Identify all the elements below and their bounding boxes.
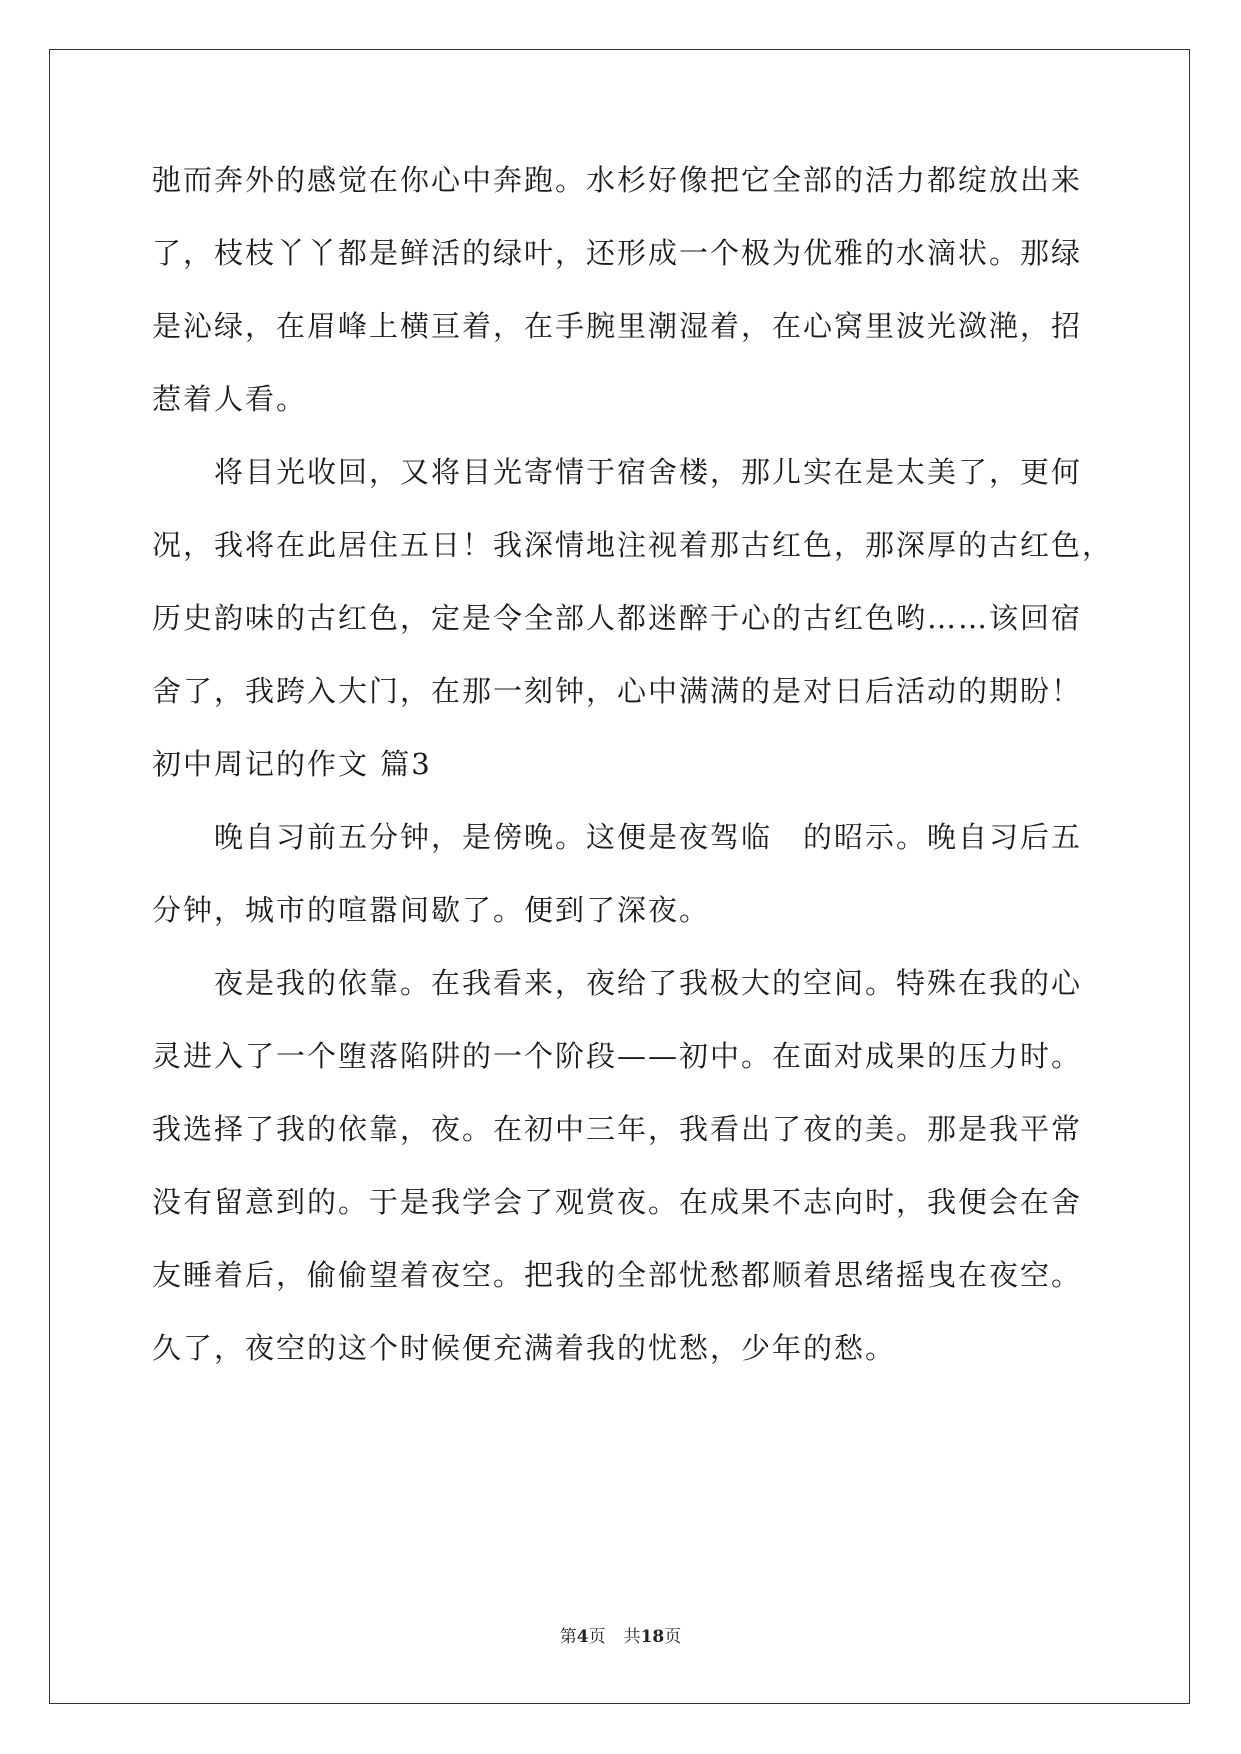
text-line: 历史韵味的古红色，定是令全部人都迷醉于心的古红色哟……该回宿 (152, 601, 1083, 635)
section-heading: 初中周记的作文 篇3 (152, 747, 432, 781)
text-line: 晚自习前五分钟，是傍晚。这便是夜驾临 的昭示。晚自习后五 (152, 820, 1083, 854)
text-line: 是沁绿，在眉峰上横亘着，在手腕里潮湿着，在心窝里波光潋滟，招 (152, 309, 1083, 343)
text-line: 了，枝枝丫丫都是鲜活的绿叶，还形成一个极为优雅的水滴状。那绿 (152, 236, 1083, 270)
text-line: 将目光收回，又将目光寄情于宿舍楼，那儿实在是太美了，更何 (152, 455, 1083, 489)
total-pages: 18 (640, 1627, 665, 1647)
page-border (49, 49, 1190, 1704)
total-prefix: 共 (623, 1627, 641, 1647)
page-number: 4 (576, 1627, 589, 1647)
text-line: 舍了，我跨入大门，在那一刻钟，心中满满的是对日后活动的期盼！ (152, 674, 1083, 708)
text-line: 灵进入了一个堕落陷阱的一个阶段——初中。在面对成果的压力时。 (152, 1039, 1083, 1073)
text-line: 夜是我的依靠。在我看来，夜给了我极大的空间。特殊在我的心 (152, 966, 1083, 1000)
page-suffix: 页 (588, 1627, 606, 1647)
page-prefix: 第 (559, 1627, 577, 1647)
text-line: 惹着人看。 (152, 382, 308, 416)
text-line: 弛而奔外的感觉在你心中奔跑。水杉好像把它全部的活力都绽放出来 (152, 163, 1083, 197)
total-suffix: 页 (664, 1627, 682, 1647)
page-footer (0, 1622, 1241, 1647)
text-line: 况，我将在此居住五日！我深情地注视着那古红色，那深厚的古红色， (152, 528, 1114, 562)
text-line: 没有留意到的。于是我学会了观赏夜。在成果不志向时，我便会在舍 (152, 1185, 1083, 1219)
text-line: 我选择了我的依靠，夜。在初中三年，我看出了夜的美。那是我平常 (152, 1112, 1083, 1146)
text-line: 分钟，城市的喧嚣间歇了。便到了深夜。 (152, 893, 711, 927)
text-line: 久了，夜空的这个时候便充满着我的忧愁，少年的愁。 (152, 1331, 897, 1365)
text-line: 友睡着后，偷偷望着夜空。把我的全部忧愁都顺着思绪摇曳在夜空。 (152, 1258, 1083, 1292)
